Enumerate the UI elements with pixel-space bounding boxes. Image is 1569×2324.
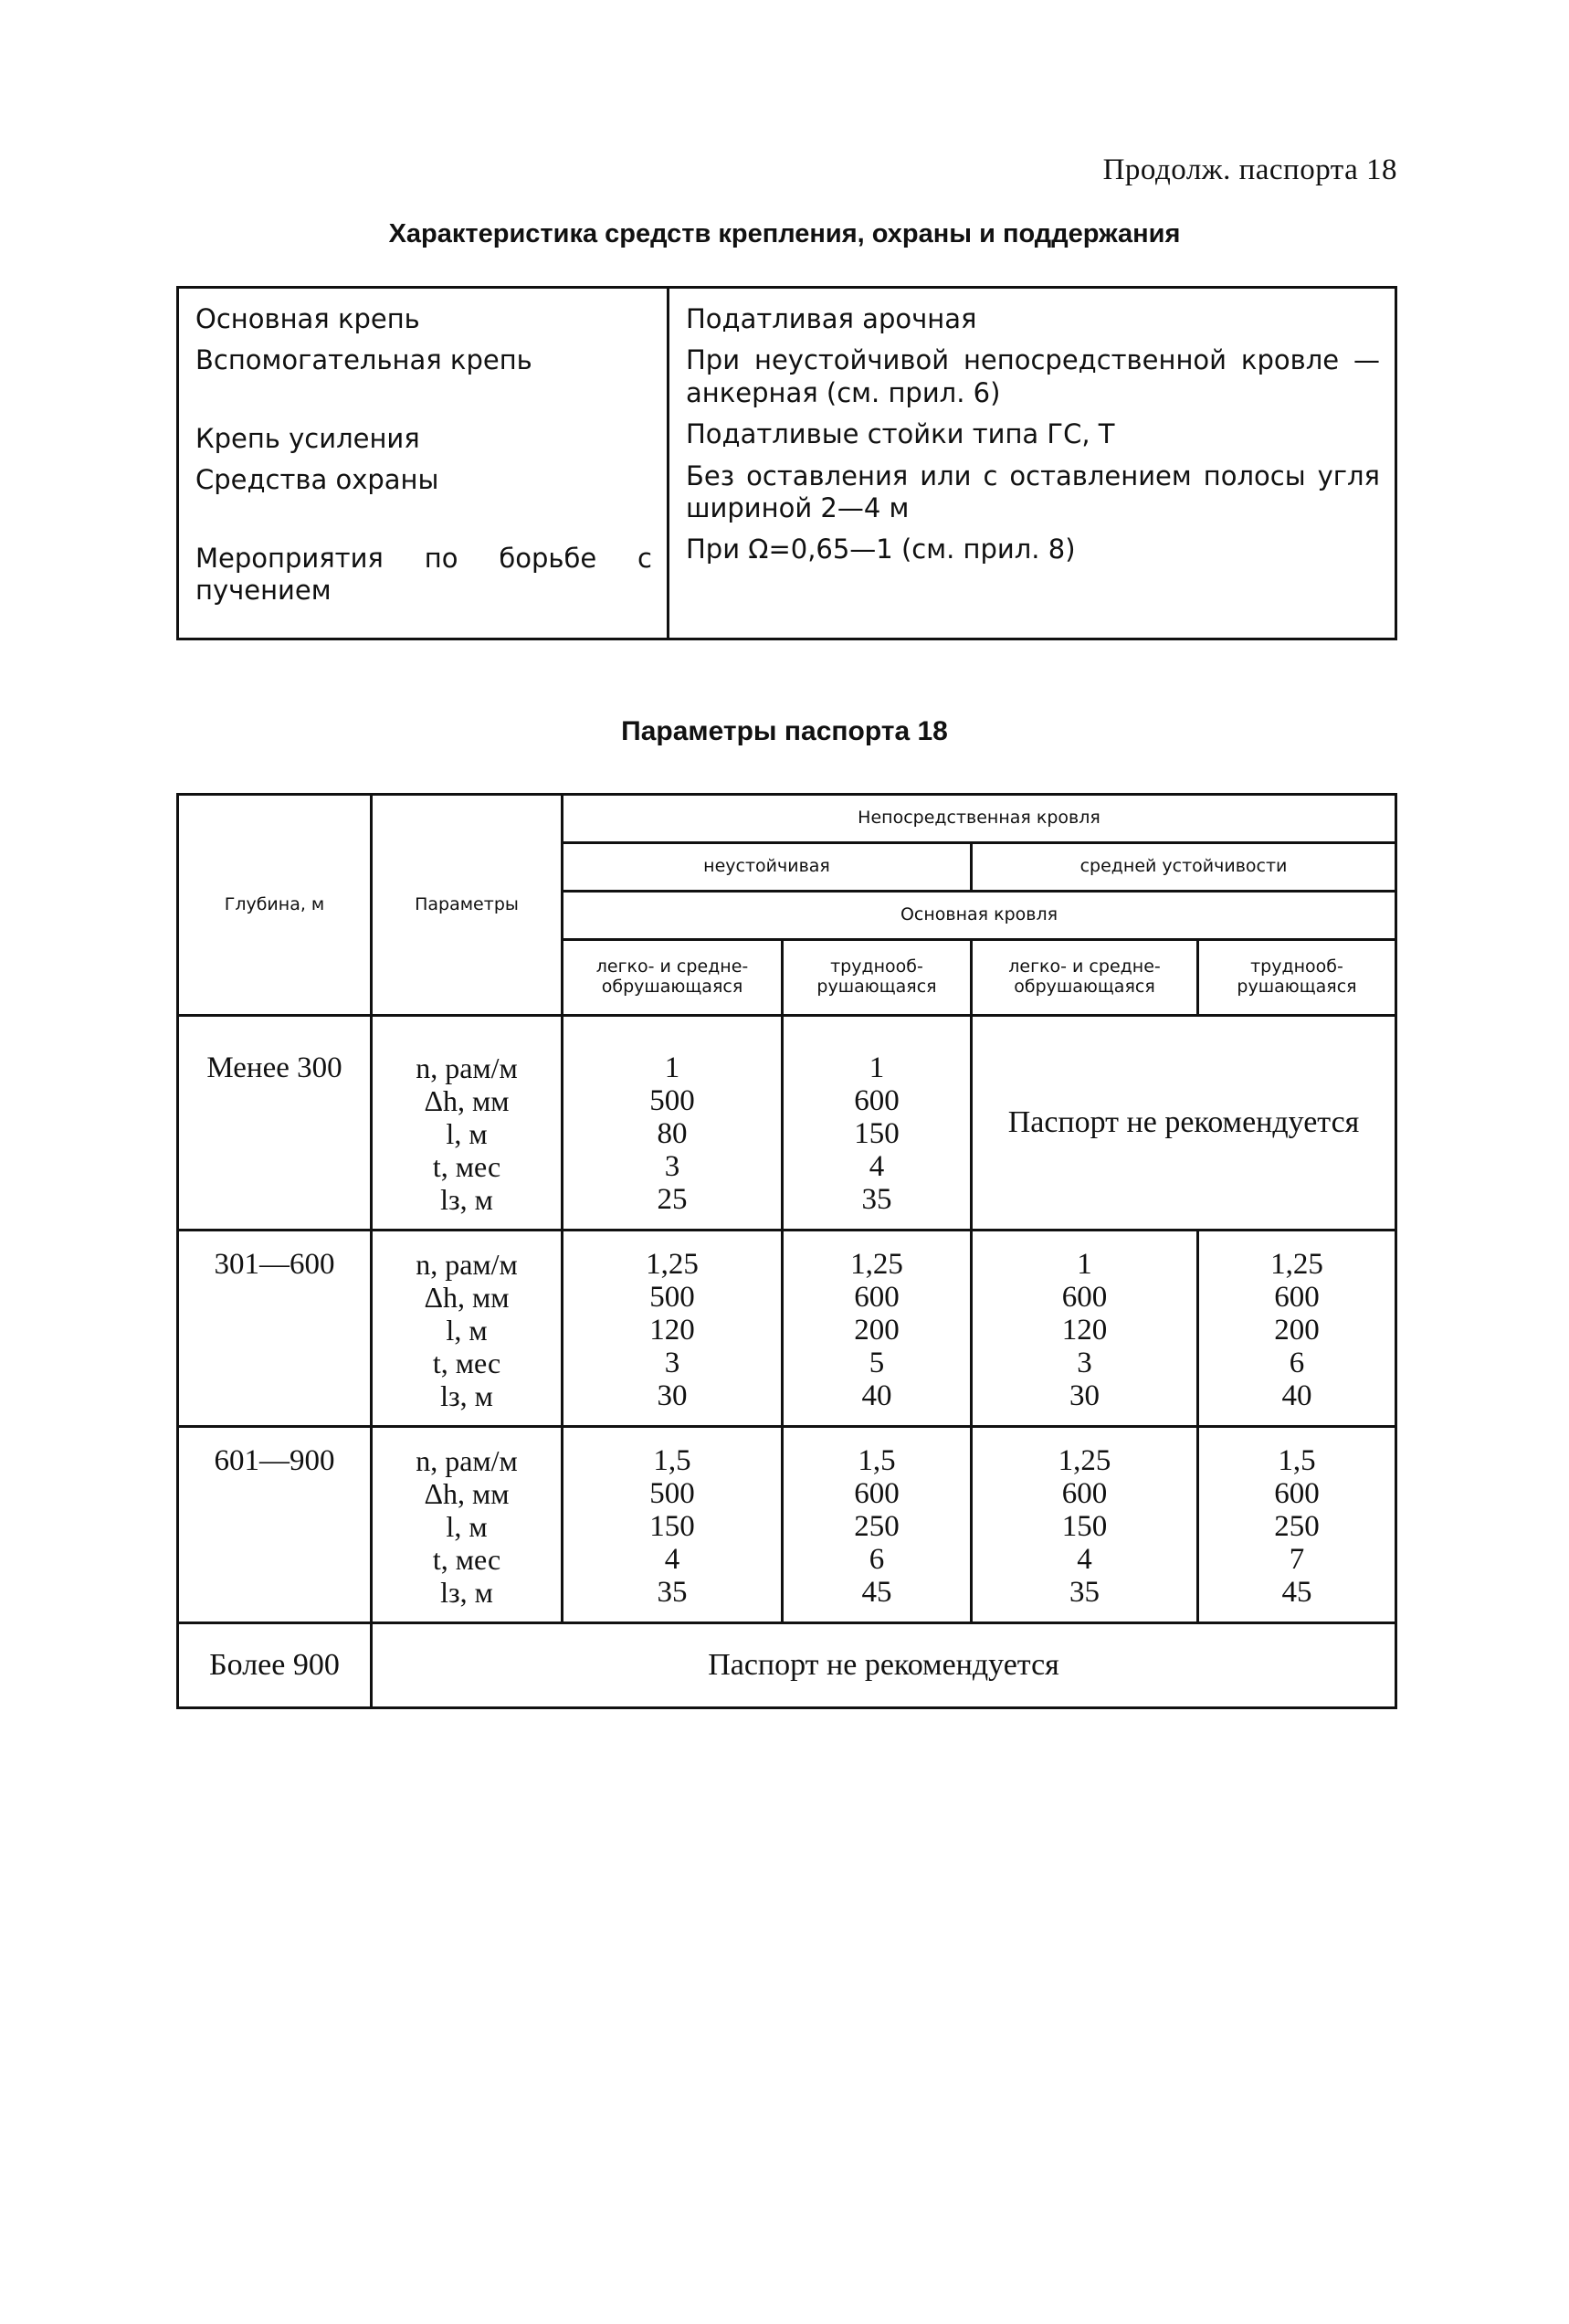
characteristics-left-column [178, 288, 669, 639]
row-depth: Менее 300 [178, 1016, 372, 1231]
value: 1 [869, 1051, 885, 1084]
continuation-label: Продолж. паспорта 18 [1102, 153, 1397, 186]
value: 30 [1069, 1379, 1100, 1412]
param-name: t, мес [432, 1150, 501, 1183]
param-name: Δh, мм [424, 1477, 510, 1510]
value: 1,5 [1278, 1444, 1316, 1477]
values-cell [563, 1016, 783, 1231]
char-value-protection: Без оставления или с оставлением полосы угля шириной 2—4 м [686, 460, 1380, 523]
char-item-aux-support: Вспомогательная крепь [195, 344, 532, 376]
param-name: n, рам/м [416, 1444, 518, 1477]
param-name: l, м [446, 1117, 488, 1150]
char-item-protection: Средства охраны [195, 464, 439, 496]
col-header-params: Параметры [372, 795, 563, 1016]
value: 1,25 [646, 1248, 699, 1281]
value: 500 [649, 1477, 695, 1510]
value: 500 [649, 1281, 695, 1314]
not-recommended-note: Паспорт не рекомендуется [372, 1623, 1396, 1708]
value: 120 [1061, 1314, 1108, 1347]
value: 1 [1077, 1248, 1092, 1281]
value: 600 [1274, 1477, 1320, 1510]
param-name: l, м [446, 1314, 488, 1347]
value: 3 [664, 1347, 680, 1379]
param-name: lз, м [440, 1379, 493, 1412]
value: 4 [664, 1543, 680, 1576]
value: 4 [1077, 1543, 1092, 1576]
char-value-heave-measures: При Ω=0,65—1 (см. прил. 8) [686, 533, 1076, 565]
characteristics-title: Характеристика средств крепления, охраны и поддержания [388, 219, 1181, 248]
value: 4 [869, 1150, 885, 1183]
value: 120 [649, 1314, 695, 1347]
value: 1,5 [653, 1444, 691, 1477]
values-cell [1198, 1427, 1396, 1623]
values-cell [563, 1427, 783, 1623]
value: 35 [657, 1576, 688, 1609]
value: 250 [854, 1510, 900, 1543]
value: 500 [649, 1084, 695, 1117]
char-item-heave-measures: Мероприятия по борьбе с пучением [195, 542, 652, 606]
value: 600 [854, 1084, 900, 1117]
param-names [372, 1231, 563, 1427]
table-row [178, 1016, 1396, 1231]
value: 600 [1061, 1281, 1108, 1314]
param-name: t, мес [432, 1347, 501, 1379]
characteristics-table [176, 286, 1397, 640]
value: 600 [1061, 1477, 1108, 1510]
param-names [372, 1016, 563, 1231]
header-hard-caving-1: труднооб-рушающаяся [783, 940, 972, 1016]
param-name: lз, м [440, 1183, 493, 1216]
value: 45 [1281, 1576, 1312, 1609]
table-row [178, 1231, 1396, 1427]
value: 80 [657, 1117, 688, 1150]
header-easy-caving-1: легко- и средне-обрушающаяся [563, 940, 783, 1016]
row-depth: 601—900 [178, 1427, 372, 1623]
values-cell [563, 1231, 783, 1427]
value: 5 [869, 1347, 885, 1379]
row-depth: 301—600 [178, 1231, 372, 1427]
value: 25 [657, 1183, 688, 1216]
col-header-depth: Глубина, м [178, 795, 372, 1016]
value: 6 [869, 1543, 885, 1576]
row-depth: Более 900 [178, 1623, 372, 1708]
value: 600 [1274, 1281, 1320, 1314]
characteristics-right-column [669, 288, 1396, 639]
values-cell [972, 1231, 1198, 1427]
value: 150 [854, 1117, 900, 1150]
char-value-main-support: Податливая арочная [686, 303, 977, 334]
param-name: t, мес [432, 1543, 501, 1576]
value: 1,25 [1270, 1248, 1323, 1281]
value: 200 [1274, 1314, 1320, 1347]
value: 1 [664, 1051, 680, 1084]
value: 30 [657, 1379, 688, 1412]
header-hard-caving-2: труднооб-рушающаяся [1198, 940, 1396, 1016]
value: 150 [1061, 1510, 1108, 1543]
values-cell [972, 1427, 1198, 1623]
not-recommended-note: Паспорт не рекомендуется [972, 1016, 1396, 1231]
values-cell [783, 1427, 972, 1623]
value: 40 [861, 1379, 892, 1412]
value: 40 [1281, 1379, 1312, 1412]
parameters-table [176, 793, 1397, 1709]
value: 3 [1077, 1347, 1092, 1379]
parameters-title: Параметры паспорта 18 [621, 716, 948, 746]
header-direct-roof: Непосредственная кровля [563, 795, 1396, 843]
char-value-aux-support: При неустойчивой непосредственной кровле — анкерная (см. прил. 6) [686, 344, 1380, 408]
values-cell [783, 1016, 972, 1231]
param-name: l, м [446, 1510, 488, 1543]
values-cell [1198, 1231, 1396, 1427]
header-main-roof: Основная кровля [563, 892, 1396, 940]
header-unstable: неустойчивая [563, 843, 972, 892]
values-cell [783, 1231, 972, 1427]
header-medium-stability: средней устойчивости [972, 843, 1396, 892]
value: 3 [664, 1150, 680, 1183]
param-name: n, рам/м [416, 1051, 518, 1084]
value: 6 [1289, 1347, 1305, 1379]
table-row [178, 1623, 1396, 1708]
value: 45 [861, 1576, 892, 1609]
value: 35 [861, 1183, 892, 1216]
value: 250 [1274, 1510, 1320, 1543]
param-name: lз, м [440, 1576, 493, 1609]
value: 600 [854, 1477, 900, 1510]
char-item-reinforcement: Крепь усиления [195, 422, 420, 454]
char-item-main-support: Основная крепь [195, 303, 420, 334]
value: 200 [854, 1314, 900, 1347]
value: 35 [1069, 1576, 1100, 1609]
value: 7 [1289, 1543, 1305, 1576]
value: 1,25 [1058, 1444, 1111, 1477]
char-value-reinforcement: Податливые стойки типа ГС, Т [686, 418, 1115, 450]
value: 150 [649, 1510, 695, 1543]
header-easy-caving-2: легко- и средне-обрушающаяся [972, 940, 1198, 1016]
param-names [372, 1427, 563, 1623]
value: 1,25 [850, 1248, 903, 1281]
table-row [178, 1427, 1396, 1623]
value: 600 [854, 1281, 900, 1314]
param-name: Δh, мм [424, 1084, 510, 1117]
param-name: n, рам/м [416, 1248, 518, 1281]
param-name: Δh, мм [424, 1281, 510, 1314]
value: 1,5 [858, 1444, 896, 1477]
